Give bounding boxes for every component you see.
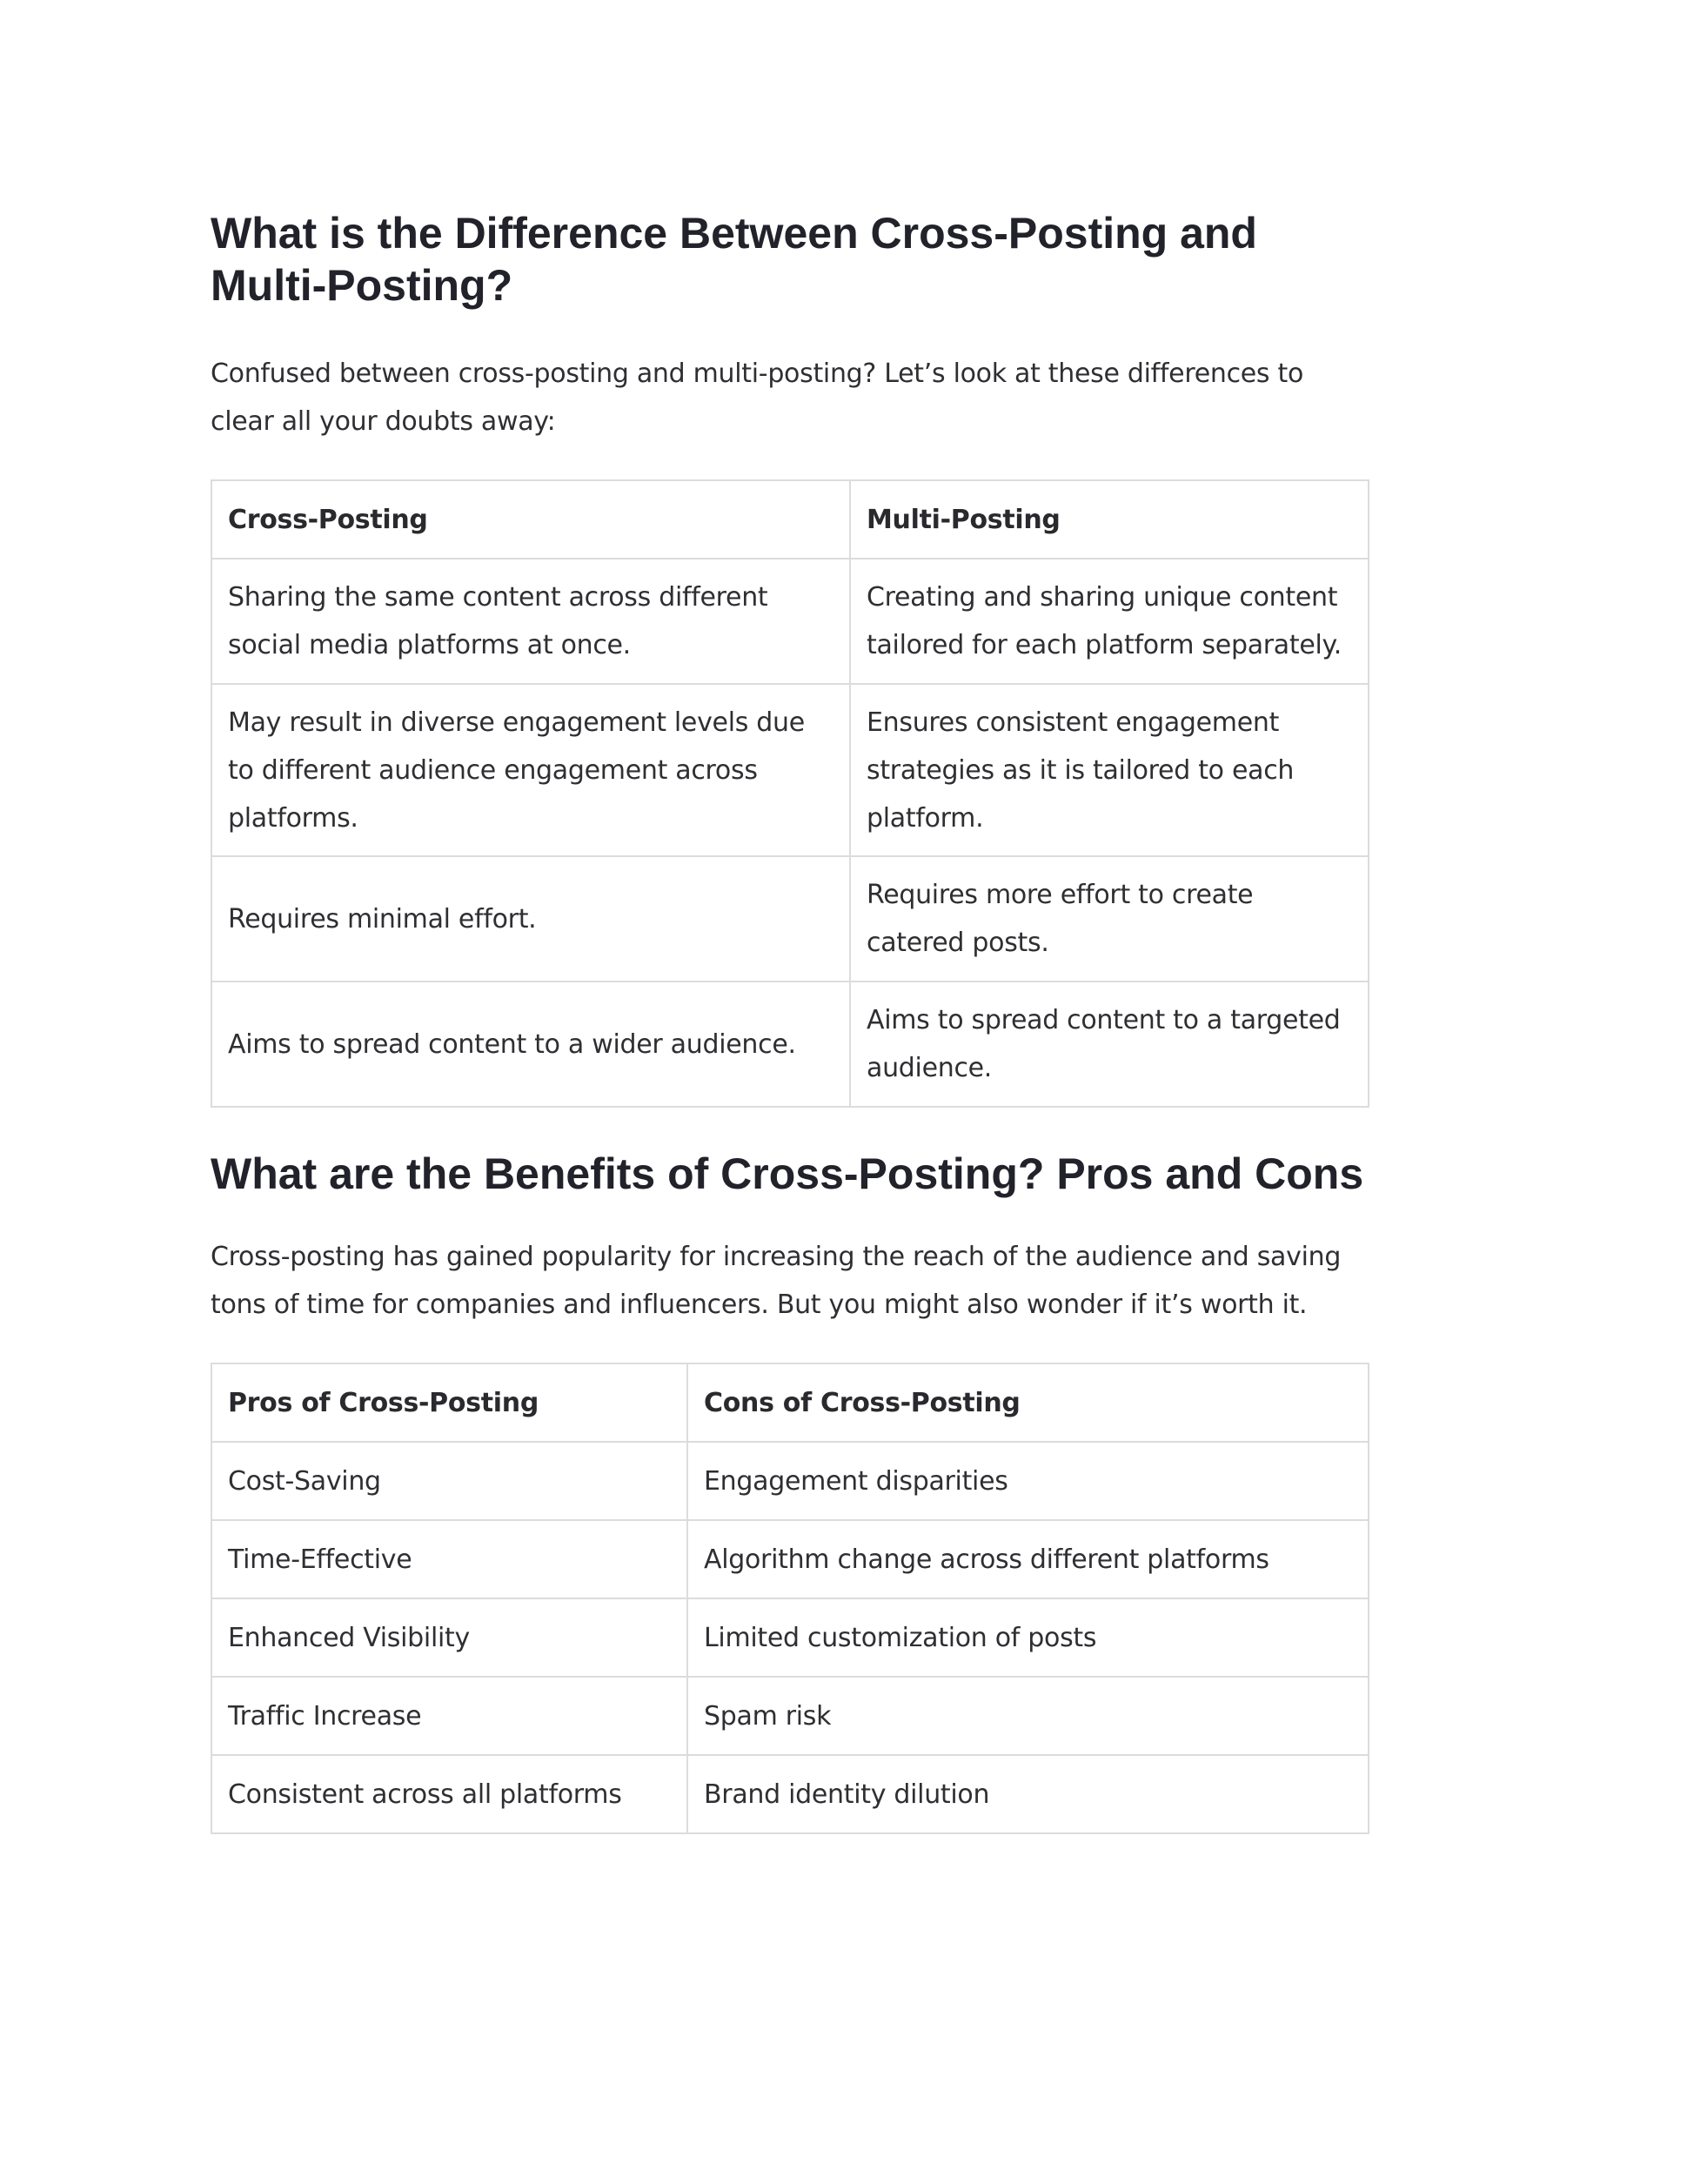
article-body: [211, 207, 1368, 1834]
table-row: [211, 1442, 1369, 1520]
table-cell: Creating and sharing unique content tailored for each platform separately.: [850, 559, 1369, 684]
header-multi-posting: Multi-Posting: [850, 480, 1369, 559]
table-cell: May result in diverse engagement levels due to different audience engagement across platforms.: [211, 684, 850, 856]
pros-cons-table: [211, 1363, 1369, 1834]
table-cell: Spam risk: [687, 1677, 1369, 1755]
table-cell: Engagement disparities: [687, 1442, 1369, 1520]
table-cell: Aims to spread content to a wider audience.: [211, 981, 850, 1107]
table-row: [211, 1755, 1369, 1833]
table-cell: Cost-Saving: [211, 1442, 687, 1520]
table-cell: Limited customization of posts: [687, 1598, 1369, 1677]
table-cell: Aims to spread content to a targeted audience.: [850, 981, 1369, 1107]
table-cell: Time-Effective: [211, 1520, 687, 1598]
table-row: [211, 1677, 1369, 1755]
header-cross-posting: Cross-Posting: [211, 480, 850, 559]
heading-difference: What is the Difference Between Cross-Posting and Multi-Posting?: [211, 209, 1257, 310]
intro-benefits: Cross-posting has gained popularity for increasing the reach of the audience and saving tons of time for companies and influencers. But you might also wonder if it’s worth it.: [211, 1242, 1342, 1320]
table-cell: Sharing the same content across different social media platforms at once.: [211, 559, 850, 684]
table-row: [211, 1598, 1369, 1677]
table-cell: Traffic Increase: [211, 1677, 687, 1755]
table-cell: Consistent across all platforms: [211, 1755, 687, 1833]
header-cons: Cons of Cross-Posting: [687, 1363, 1369, 1442]
table-cell: Brand identity dilution: [687, 1755, 1369, 1833]
table-row: [211, 981, 1369, 1107]
table-cell: Ensures consistent engagement strategies as it is tailored to each platform.: [850, 684, 1369, 856]
intro-difference: Confused between cross-posting and multi-posting? Let’s look at these differences to clear all your doubts away:: [211, 358, 1303, 437]
table-header-row: [211, 480, 1369, 559]
table-cell: Enhanced Visibility: [211, 1598, 687, 1677]
heading-benefits: What are the Benefits of Cross-Posting? Pros and Cons: [211, 1149, 1364, 1198]
table-header-row: [211, 1363, 1369, 1442]
table-row: [211, 684, 1369, 856]
header-pros: Pros of Cross-Posting: [211, 1363, 687, 1442]
table-cell: Requires more effort to create catered posts.: [850, 856, 1369, 981]
table-row: [211, 1520, 1369, 1598]
table-cell: Requires minimal effort.: [211, 856, 850, 981]
table-row: [211, 856, 1369, 981]
table-row: [211, 559, 1369, 684]
difference-table: [211, 479, 1369, 1108]
table-cell: Algorithm change across different platforms: [687, 1520, 1369, 1598]
